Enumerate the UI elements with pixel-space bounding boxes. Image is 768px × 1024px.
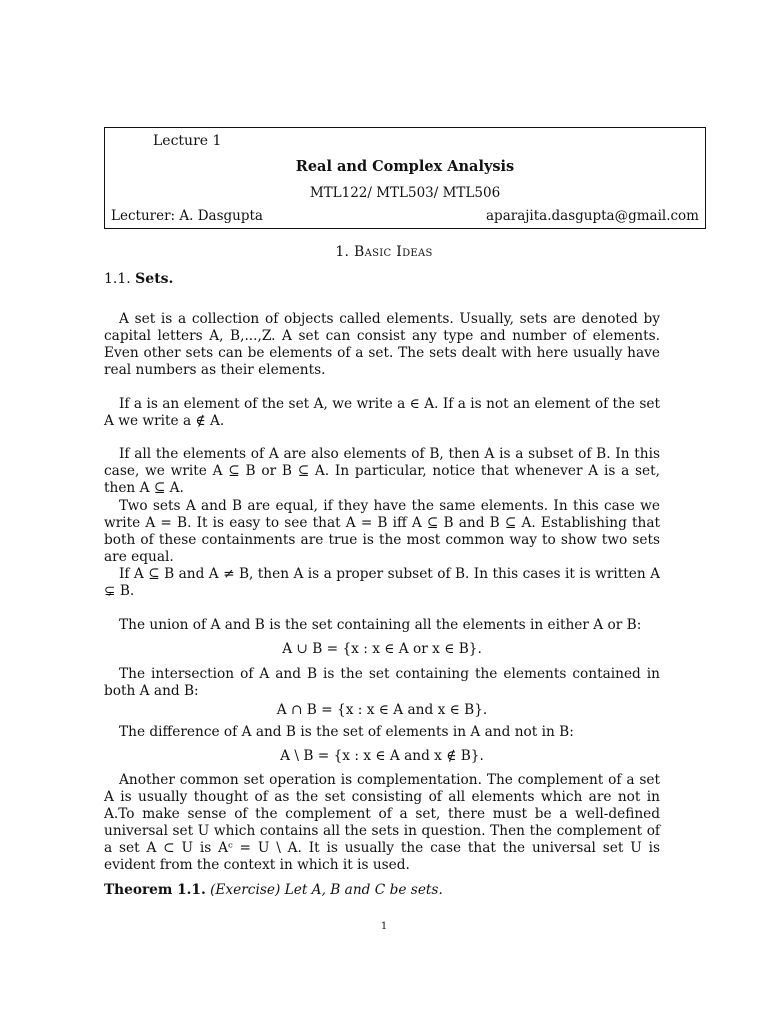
subsection-heading bbox=[104, 271, 173, 287]
display-union: A ∪ B = {x : x ∈ A or x ∈ B}. bbox=[282, 641, 482, 657]
theorem-body: (Exercise) Let A, B and C be sets. bbox=[210, 882, 443, 898]
course-title: Real and Complex Analysis bbox=[295, 158, 515, 175]
page-number: 1 bbox=[380, 921, 388, 932]
paragraph-set-definition: A set is a collection of objects called elements. Usually, sets are denoted by capital letters A, B,...,Z. A set can consist any type and number of elements. Even other sets can be elements of a set. The sets dealt with here usually have real numbers as their elements. bbox=[104, 311, 660, 378]
paragraph-union: The union of A and B is the set containing all the elements in either A or B: bbox=[119, 617, 642, 633]
lecture-header-box bbox=[104, 127, 706, 229]
paragraph-equality: Two sets A and B are equal, if they have the same elements. In this case we write A = B. It is easy to see that A = B iff A ⊆ B and B ⊆ A. Establishing that both of these containments are true is the most common way to show two sets are equal. bbox=[104, 498, 660, 565]
paragraph-complement: Another common set operation is complementation. The complement of a set A is usually thought of as the set consisting of all elements which are not in A.To make sense of the complement of a set, there must be a well-defined universal set U which contains all the sets in question. Then the complement of a set A ⊂ U is Aᶜ = U \ A. It is usually the case that the universal set U is evident from the context in which it is used. bbox=[104, 772, 660, 873]
lecturer-email: aparajita.dasgupta@gmail.com bbox=[486, 208, 699, 224]
subsection-name: Sets. bbox=[135, 271, 174, 287]
paragraph-difference: The difference of A and B is the set of elements in A and not in B: bbox=[119, 724, 574, 740]
paragraph-membership: If a is an element of the set A, we write a ∈ A. If a is not an element of the set A we write a ∉ A. bbox=[104, 396, 660, 429]
theorem-label: Theorem 1.1. bbox=[104, 882, 206, 898]
paragraph-intersection: The intersection of A and B is the set containing the elements contained in both A and B: bbox=[104, 666, 660, 699]
paragraph-proper-subset: If A ⊆ B and A ≠ B, then A is a proper subset of B. In this cases it is written A ⊊ B. bbox=[104, 566, 660, 599]
course-codes: MTL122/ MTL503/ MTL506 bbox=[309, 185, 501, 201]
subsection-number: 1.1. bbox=[104, 271, 131, 287]
paragraph-subset: If all the elements of A are also elements of B, then A is a subset of B. In this case, we write A ⊆ B or B ⊆ A. In particular, notice that whenever A is a set, then A ⊆ A. bbox=[104, 446, 660, 496]
display-difference: A \ B = {x : x ∈ A and x ∉ B}. bbox=[280, 748, 484, 764]
lecture-number: Lecture 1 bbox=[153, 133, 222, 149]
theorem-statement bbox=[104, 882, 443, 898]
display-intersection: A ∩ B = {x : x ∈ A and x ∈ B}. bbox=[276, 702, 488, 718]
lecturer-name: Lecturer: A. Dasgupta bbox=[111, 208, 263, 224]
section-title: 1. Basic Ideas bbox=[335, 244, 433, 260]
